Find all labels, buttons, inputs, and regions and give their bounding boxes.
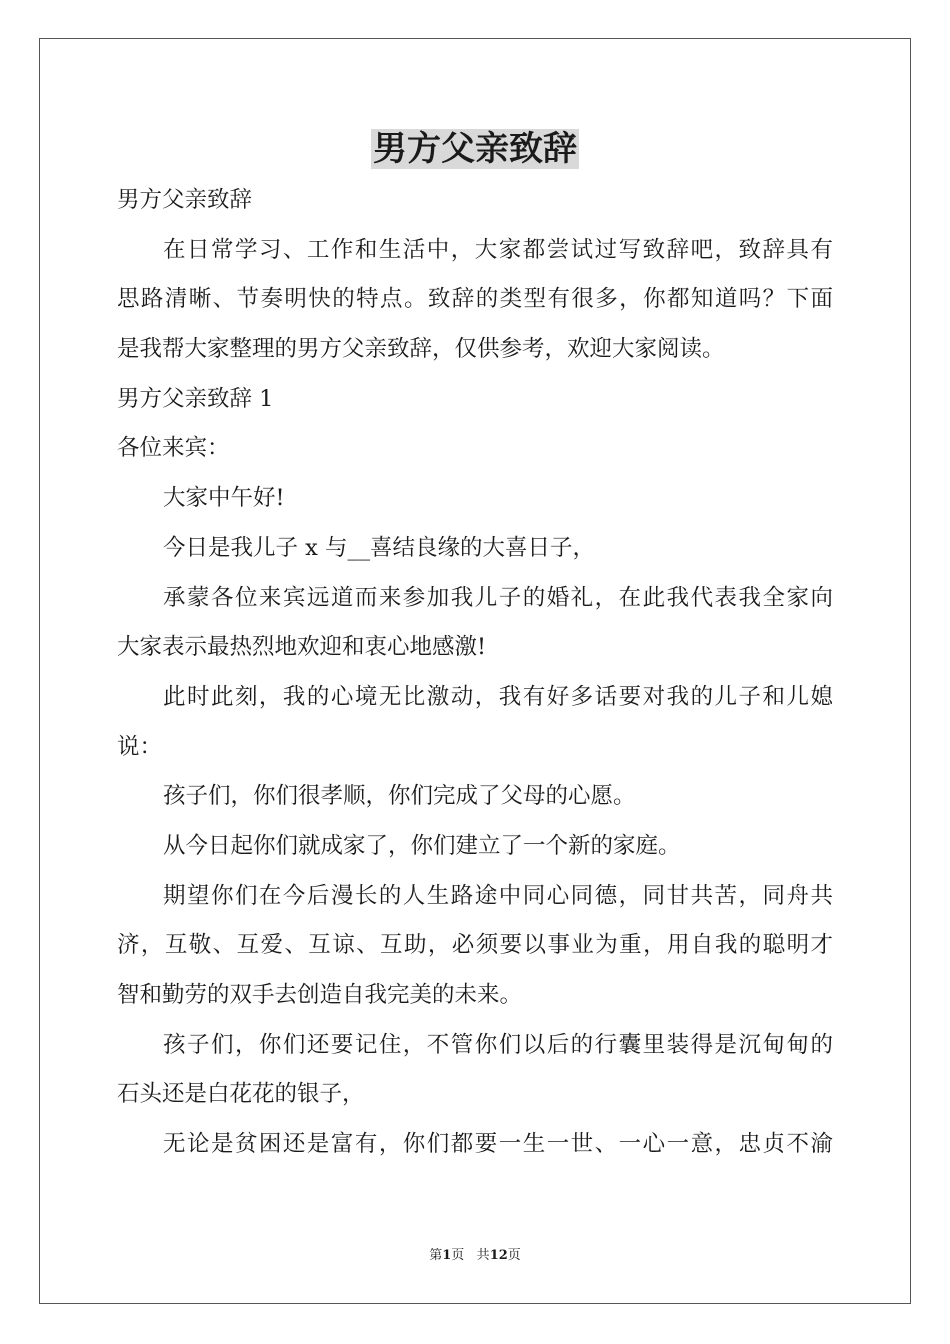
text-line: 石头还是白花花的银子， — [117, 1081, 365, 1108]
document-title — [0, 127, 950, 171]
page-footer — [0, 1247, 950, 1265]
text-line: 各位来宾： — [117, 435, 230, 462]
text-line: 孩子们，你们还要记住，不管你们以后的行囊里装得是沉甸甸的 — [163, 1031, 833, 1058]
text-line: 济，互敬、互爱、互谅、互助，必须要以事业为重，用自我的聪明才 — [117, 932, 833, 959]
text-line: 思路清晰、节奏明快的特点。致辞的类型有很多，你都知道吗？下面 — [117, 286, 833, 313]
text-line: 说： — [117, 733, 163, 760]
document-title-text: 男方父亲致辞 — [373, 129, 577, 169]
text-line: 大家表示最热烈地欢迎和衷心地感激! — [117, 634, 487, 661]
text-line: 男方父亲致辞 1 — [117, 385, 274, 412]
text-line: 此时此刻，我的心境无比激动，我有好多话要对我的儿子和儿媳 — [163, 683, 833, 710]
text-line: 男方父亲致辞 — [117, 187, 253, 213]
footer-page-suffix: 页 — [451, 1248, 465, 1263]
text-line: 期望你们在今后漫长的人生路途中同心同德，同甘共苦，同舟共 — [163, 882, 833, 909]
footer-total-pages: 12 — [489, 1248, 508, 1263]
text-line: 智和勤劳的双手去创造自我完美的未来。 — [117, 982, 523, 1008]
text-line: 承蒙各位来宾远道而来参加我儿子的婚礼，在此我代表我全家向 — [163, 584, 833, 611]
footer-prefix: 第 — [429, 1248, 443, 1263]
footer-page-number: 1 — [442, 1248, 452, 1263]
text-line: 在日常学习、工作和生活中，大家都尝试过写致辞吧，致辞具有 — [163, 236, 833, 263]
text-line: 无论是贫困还是富有，你们都要一生一世、一心一意，忠贞不渝 — [163, 1131, 833, 1158]
text-line: 是我帮大家整理的男方父亲致辞，仅供参考，欢迎大家阅读。 — [117, 336, 725, 363]
text-line: 今日是我儿子 x 与__喜结良缘的大喜日子， — [163, 534, 595, 561]
text-line: 大家中午好! — [163, 485, 285, 512]
footer-total-prefix: 共 — [476, 1248, 490, 1263]
text-line: 从今日起你们就成家了，你们建立了一个新的家庭。 — [163, 832, 681, 859]
footer-total-suffix: 页 — [507, 1248, 521, 1263]
text-line: 孩子们，你们很孝顺，你们完成了父母的心愿。 — [163, 783, 636, 810]
document-body — [117, 176, 833, 1170]
